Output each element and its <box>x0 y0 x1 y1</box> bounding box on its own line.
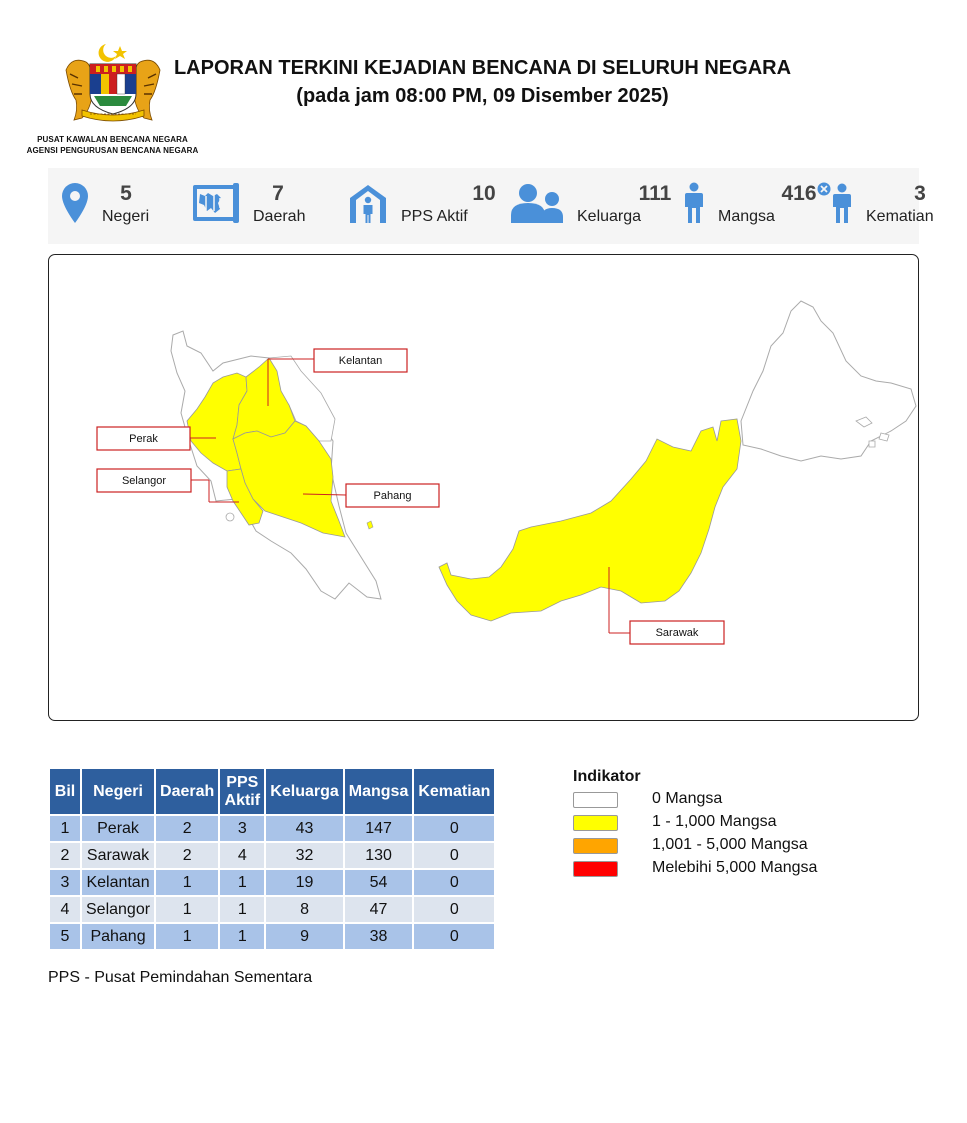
malaysia-map <box>49 255 918 720</box>
cell-keluarga: 8 <box>266 897 342 922</box>
cell-bil: 5 <box>50 924 80 949</box>
cell-keluarga: 9 <box>266 924 342 949</box>
cell-negeri: Sarawak <box>82 843 154 868</box>
col-header-kematian: Kematian <box>414 769 494 814</box>
legend-label: 1 - 1,000 Mangsa <box>652 813 777 830</box>
agency-name-line2: AGENSI PENGURUSAN BENCANA NEGARA <box>26 146 199 155</box>
col-header-keluarga: Keluarga <box>266 769 342 814</box>
stat-negeri-label: Negeri <box>102 208 150 225</box>
stat-keluarga-label: Keluarga <box>577 208 642 225</box>
cell-pps: 1 <box>220 924 264 949</box>
cell-negeri: Kelantan <box>82 870 154 895</box>
legend-swatch <box>573 861 618 877</box>
table-row <box>50 816 494 841</box>
page-title-timestamp: (pada jam 08:00 PM, 09 Disember 2025) <box>296 85 669 107</box>
legend-swatch <box>573 792 618 808</box>
region-sarawak <box>439 419 741 621</box>
col-header-negeri: Negeri <box>82 769 154 814</box>
shelter-icon <box>348 182 388 224</box>
stat-kematian-label: Kematian <box>866 208 934 225</box>
cell-bil: 3 <box>50 870 80 895</box>
stat-kematian-value: 3 <box>914 182 926 205</box>
cell-kematian: 0 <box>414 924 494 949</box>
person-deceased-icon <box>816 182 856 224</box>
cell-pps: 4 <box>220 843 264 868</box>
callout-selangor-label: Selangor <box>121 475 167 487</box>
legend-title: Indikator <box>573 768 641 785</box>
cell-daerah: 1 <box>156 870 218 895</box>
page-title <box>150 54 815 110</box>
legend-label: Melebihi 5,000 Mangsa <box>652 859 818 876</box>
cell-mangsa: 47 <box>345 897 413 922</box>
cell-daerah: 1 <box>156 924 218 949</box>
stat-keluarga <box>498 168 678 244</box>
cell-pps: 1 <box>220 870 264 895</box>
callout-perak-label: Perak <box>129 433 158 445</box>
stat-kematian <box>808 168 934 244</box>
cell-pps: 1 <box>220 897 264 922</box>
cell-mangsa: 130 <box>345 843 413 868</box>
cell-keluarga: 19 <box>266 870 342 895</box>
cell-bil: 4 <box>50 897 80 922</box>
stat-negeri <box>48 168 188 244</box>
cell-negeri: Perak <box>82 816 154 841</box>
cell-kematian: 0 <box>414 816 494 841</box>
stat-mangsa-value: 416 <box>781 182 817 205</box>
cell-negeri: Pahang <box>82 924 154 949</box>
map-pin-icon <box>60 182 90 224</box>
stat-negeri-value: 5 <box>120 182 132 205</box>
col-header-mangsa: Mangsa <box>345 769 413 814</box>
table-header-row <box>50 769 494 814</box>
summary-stats-bar <box>48 168 934 244</box>
agency-name-line1: PUSAT KAWALAN BENCANA NEGARA <box>37 135 188 144</box>
cell-daerah: 2 <box>156 816 218 841</box>
stat-daerah-value: 7 <box>272 182 284 205</box>
stat-daerah-label: Daerah <box>253 208 306 225</box>
cell-mangsa: 38 <box>345 924 413 949</box>
cell-pps: 3 <box>220 816 264 841</box>
cell-keluarga: 43 <box>266 816 342 841</box>
family-icon <box>510 182 564 224</box>
col-header-pps-aktif: PPS Aktif <box>220 769 264 814</box>
district-map-icon <box>192 182 240 224</box>
table-row <box>50 924 494 949</box>
table-row <box>50 870 494 895</box>
cell-keluarga: 32 <box>266 843 342 868</box>
legend-swatch <box>573 838 618 854</box>
person-icon <box>682 182 706 224</box>
table-row <box>50 897 494 922</box>
stat-mangsa <box>678 168 817 244</box>
legend-label: 0 Mangsa <box>652 790 723 807</box>
stat-mangsa-label: Mangsa <box>718 208 775 225</box>
cell-negeri: Selangor <box>82 897 154 922</box>
cell-bil: 2 <box>50 843 80 868</box>
cell-kematian: 0 <box>414 897 494 922</box>
disaster-summary-table <box>48 767 496 951</box>
cell-mangsa: 54 <box>345 870 413 895</box>
table-row <box>50 843 494 868</box>
page-title-main: LAPORAN TERKINI KEJADIAN BENCANA DI SELURUH NEGARA <box>173 57 792 79</box>
callout-kelantan-label: Kelantan <box>338 355 383 367</box>
callout-sarawak-label: Sarawak <box>655 627 699 639</box>
cell-kematian: 0 <box>414 870 494 895</box>
col-header-daerah: Daerah <box>156 769 218 814</box>
cell-kematian: 0 <box>414 843 494 868</box>
cell-mangsa: 147 <box>345 816 413 841</box>
legend-label: 1,001 - 5,000 Mangsa <box>652 836 808 853</box>
table-footnote: PPS - Pusat Pemindahan Sementara <box>48 969 313 986</box>
stat-keluarga-value: 111 <box>638 182 672 205</box>
stat-pps-aktif-value: 10 <box>472 182 496 205</box>
legend-swatch <box>573 815 618 831</box>
col-header-bil: Bil <box>50 769 80 814</box>
stat-pps-aktif <box>338 168 498 244</box>
cell-daerah: 1 <box>156 897 218 922</box>
disaster-map-panel <box>48 254 919 721</box>
stat-daerah <box>188 168 338 244</box>
sabah-outline <box>741 301 916 461</box>
stat-pps-aktif-label: PPS Aktif <box>401 208 468 225</box>
callout-pahang-label: Pahang <box>373 490 412 502</box>
cell-bil: 1 <box>50 816 80 841</box>
cell-daerah: 2 <box>156 843 218 868</box>
